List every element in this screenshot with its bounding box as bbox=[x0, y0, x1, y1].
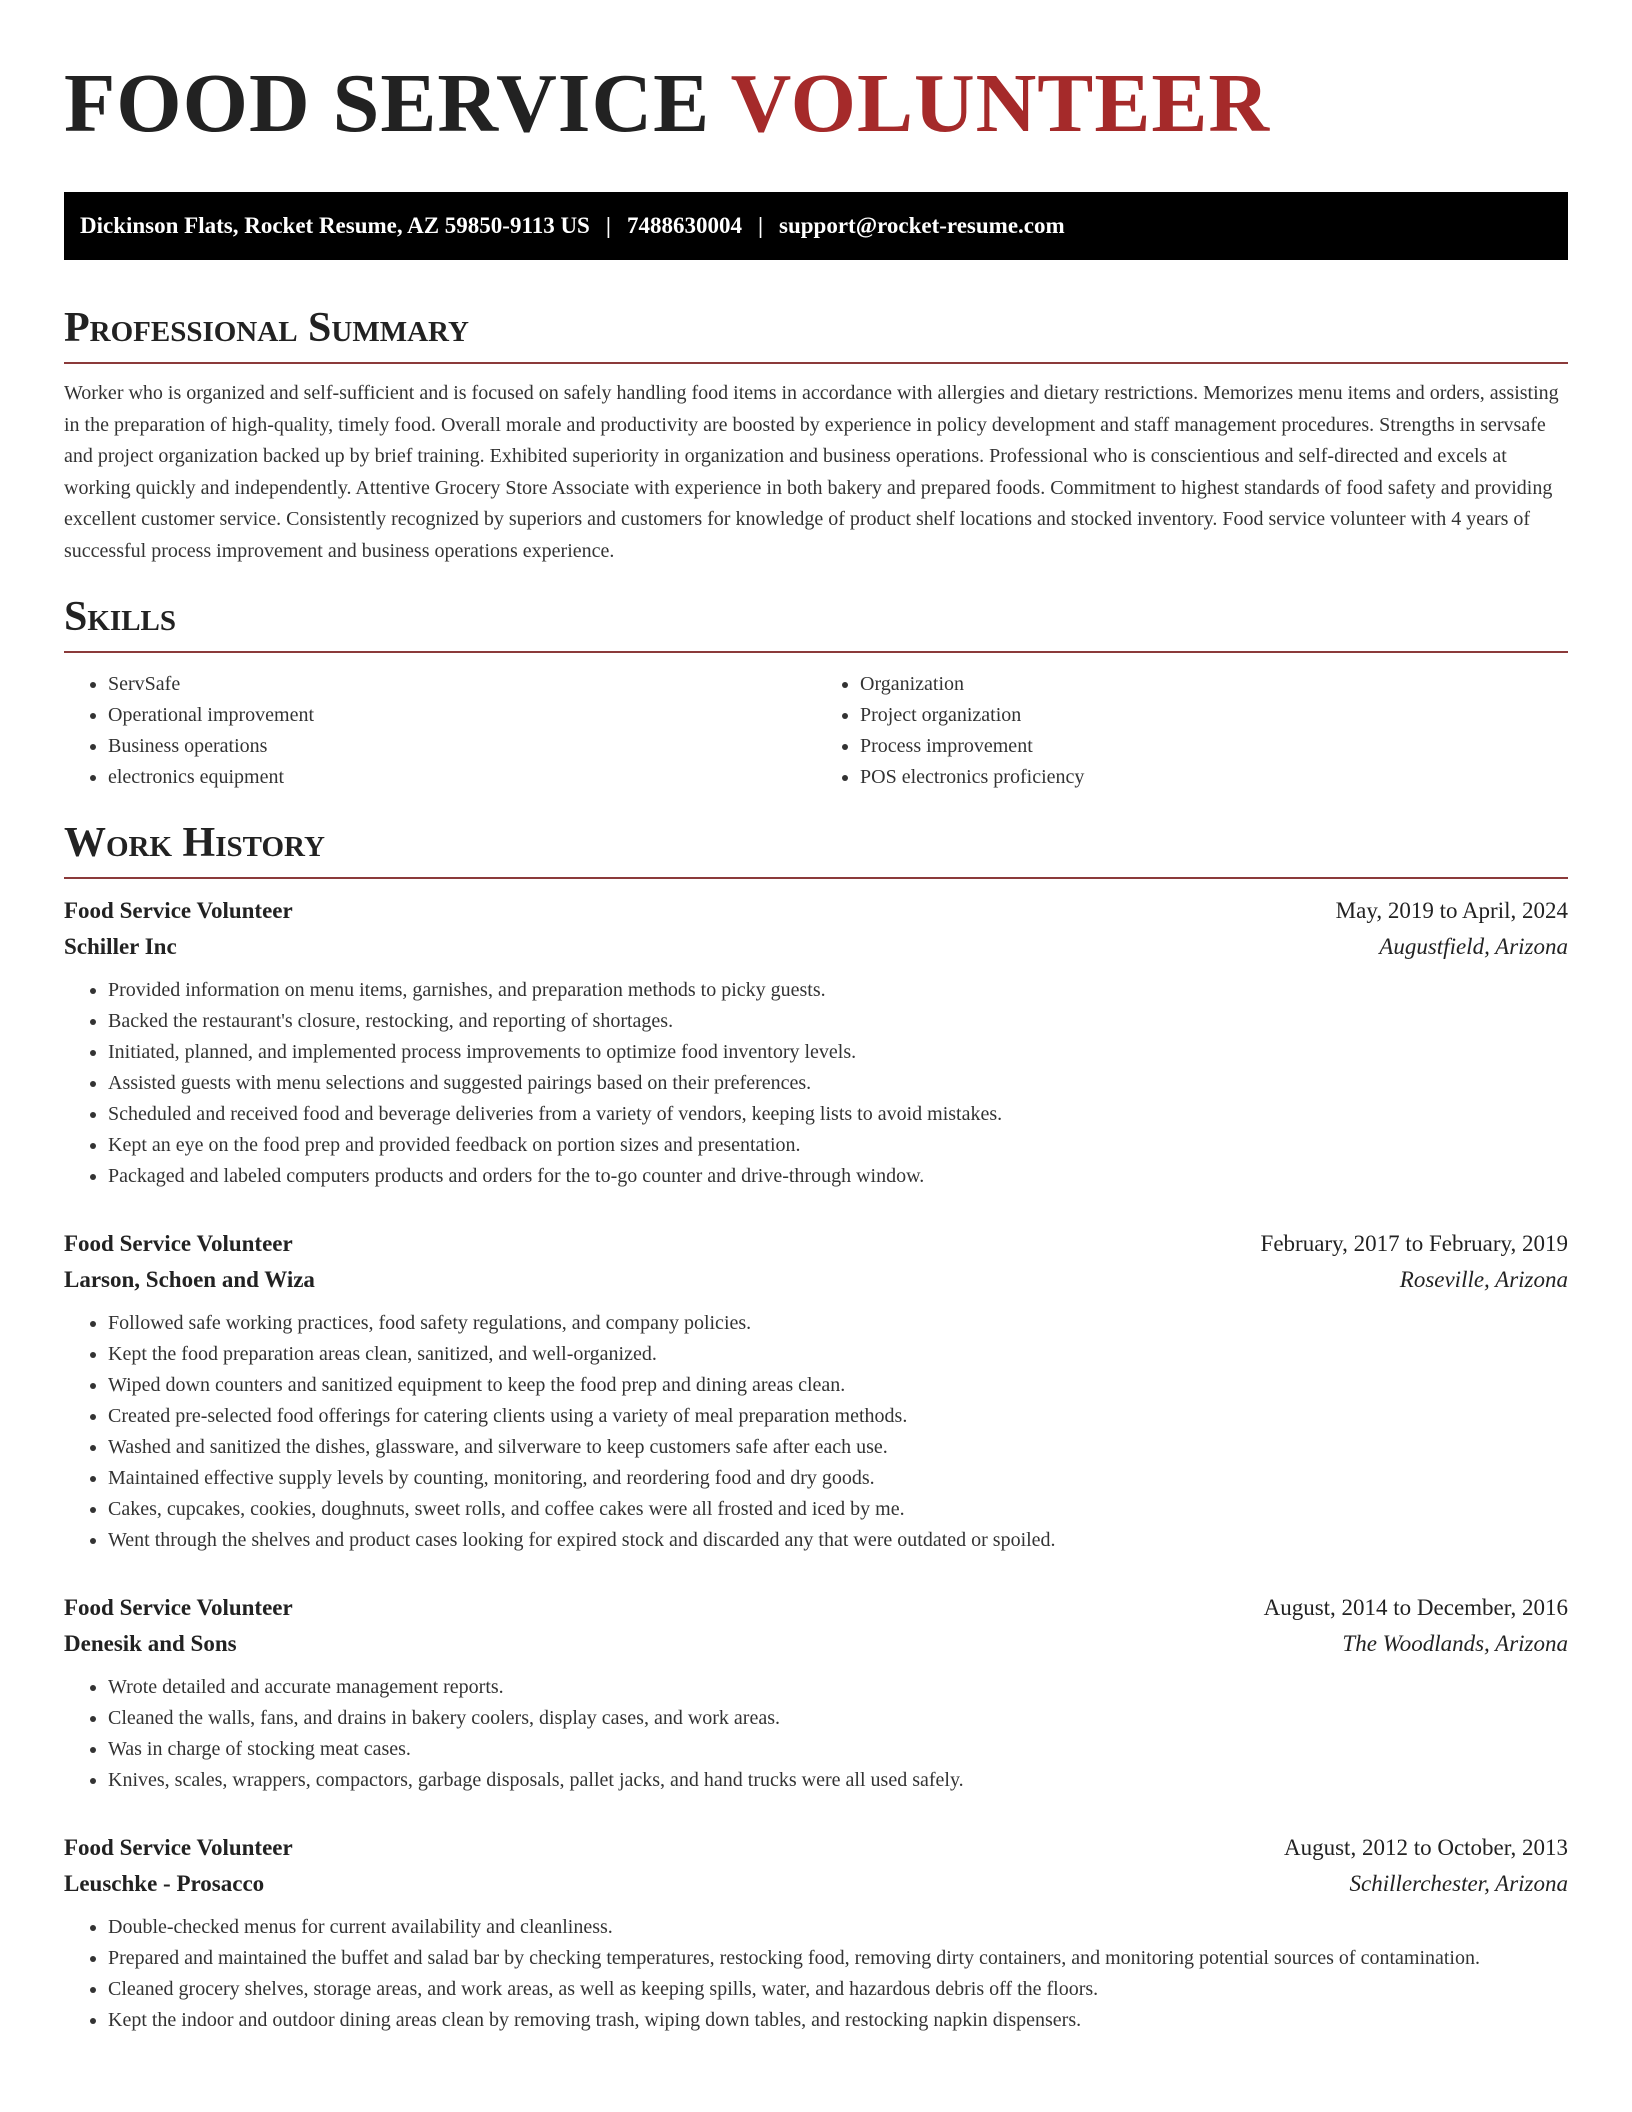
skill-item: • Operational improvement bbox=[108, 700, 816, 731]
job-bullet: • Packaged and labeled computers products and orders for the to-go counter and drive-through window. bbox=[108, 1161, 1568, 1192]
job-bullet: • Was in charge of stocking meat cases. bbox=[108, 1734, 1568, 1765]
job-dates: August, 2012 to October, 2013 bbox=[1284, 1835, 1568, 1860]
job-bullet: • Prepared and maintained the buffet and salad bar by checking temperatures, restocking food, removing dirty containers, and monitoring potential sources of contamination. bbox=[108, 1943, 1568, 1974]
job-bullet: • Scheduled and received food and beverage deliveries from a variety of vendors, keeping lists to avoid mistakes. bbox=[108, 1099, 1568, 1130]
job-bullet: • Washed and sanitized the dishes, glassware, and silverware to keep customers safe after each use. bbox=[108, 1432, 1568, 1463]
contact-bar bbox=[64, 192, 1568, 260]
job-entry bbox=[64, 1226, 1568, 1556]
skills-grid bbox=[64, 669, 1568, 793]
title-main: FOOD SERVICE bbox=[64, 57, 711, 150]
job-bullet: • Knives, scales, wrappers, compactors, garbage disposals, pallet jacks, and hand trucks were all used safely. bbox=[108, 1765, 1568, 1796]
skill-item: • Business operations bbox=[108, 731, 816, 762]
job-bullet: • Wrote detailed and accurate management reports. bbox=[108, 1672, 1568, 1703]
job-bullet: • Created pre-selected food offerings for catering clients using a variety of meal preparation methods. bbox=[108, 1401, 1568, 1432]
contact-separator: | bbox=[757, 213, 764, 238]
job-bullet: • Kept an eye on the food prep and provided feedback on portion sizes and presentation. bbox=[108, 1130, 1568, 1161]
skill-item: • Process improvement bbox=[860, 731, 1568, 762]
work-section bbox=[64, 819, 1568, 2036]
title-accent: VOLUNTEER bbox=[730, 57, 1271, 150]
job-title: Food Service Volunteer bbox=[64, 1835, 293, 1860]
job-bullet: • Assisted guests with menu selections and suggested pairings based on their preferences. bbox=[108, 1068, 1568, 1099]
job-company: Leuschke - Prosacco bbox=[64, 1871, 265, 1896]
skill-item: • POS electronics proficiency bbox=[860, 762, 1568, 793]
job-bullets bbox=[64, 1672, 1568, 1796]
job-location: The Woodlands, Arizona bbox=[1342, 1631, 1568, 1656]
job-entry bbox=[64, 1590, 1568, 1796]
job-title: Food Service Volunteer bbox=[64, 1595, 293, 1620]
skills-list-left bbox=[64, 669, 816, 793]
skills-list-right bbox=[816, 669, 1568, 793]
job-location: Roseville, Arizona bbox=[1399, 1267, 1568, 1292]
contact-email: support@rocket-resume.com bbox=[779, 213, 1065, 238]
job-entry bbox=[64, 1830, 1568, 2036]
resume-title bbox=[64, 0, 1568, 150]
job-bullet: • Backed the restaurant's closure, restocking, and reporting of shortages. bbox=[108, 1006, 1568, 1037]
job-title: Food Service Volunteer bbox=[64, 1231, 293, 1256]
job-bullets bbox=[64, 1912, 1568, 2036]
job-bullet: • Cleaned the walls, fans, and drains in bakery coolers, display cases, and work areas. bbox=[108, 1703, 1568, 1734]
job-dates: August, 2014 to December, 2016 bbox=[1263, 1595, 1568, 1620]
job-bullet: • Kept the food preparation areas clean, sanitized, and well-organized. bbox=[108, 1339, 1568, 1370]
job-bullet: • Kept the indoor and outdoor dining areas clean by removing trash, wiping down tables, and restocking napkin dispensers. bbox=[108, 2005, 1568, 2036]
skills-heading: Skills bbox=[64, 593, 1568, 653]
job-dates: May, 2019 to April, 2024 bbox=[1335, 898, 1568, 923]
job-location: Schillerchester, Arizona bbox=[1349, 1871, 1568, 1896]
contact-separator: | bbox=[605, 213, 611, 238]
skills-section bbox=[64, 593, 1568, 793]
job-bullet: • Double-checked menus for current availability and cleanliness. bbox=[108, 1912, 1568, 1943]
skill-item: • ServSafe bbox=[108, 669, 816, 700]
contact-phone: 7488630004 bbox=[626, 213, 742, 238]
summary-text: Worker who is organized and self-sufficient and is focused on safely handling food items in accordance with allergies and dietary restrictions. Memorizes menu items and orders, assisting in the preparation of high-quality, timely food. Overall morale and productivity are boosted by experience in policy development and staff management procedures. Strengths in servsafe and project organization backed up by brief training. Exhibited superiority in organization and business operations. Professional who is conscientious and self-directed and excels at working quickly and independently. Attentive Grocery Store Associate with experience in both bakery and prepared foods. Commitment to highest standards of food safety and providing excellent customer service. Consistently recognized by superiors and customers for knowledge of product shelf locations and stocked inventory. Food service volunteer with 4 years of successful process improvement and business operations experience. bbox=[64, 382, 1559, 562]
job-bullet: • Went through the shelves and product cases looking for expired stock and discarded any that were outdated or spoiled. bbox=[108, 1525, 1568, 1556]
job-bullet: • Maintained effective supply levels by counting, monitoring, and reordering food and dry goods. bbox=[108, 1463, 1568, 1494]
job-entry bbox=[64, 893, 1568, 1192]
skill-item: • Project organization bbox=[860, 700, 1568, 731]
job-bullet: • Followed safe working practices, food safety regulations, and company policies. bbox=[108, 1308, 1568, 1339]
job-bullets bbox=[64, 975, 1568, 1192]
work-heading: Work History bbox=[64, 819, 1568, 879]
job-company: Denesik and Sons bbox=[64, 1631, 237, 1656]
job-dates: February, 2017 to February, 2019 bbox=[1260, 1231, 1568, 1256]
job-bullet: • Initiated, planned, and implemented process improvements to optimize food inventory levels. bbox=[108, 1037, 1568, 1068]
job-company: Schiller Inc bbox=[64, 934, 177, 959]
job-bullets bbox=[64, 1308, 1568, 1556]
job-bullet: • Wiped down counters and sanitized equipment to keep the food prep and dining areas clean. bbox=[108, 1370, 1568, 1401]
summary-section bbox=[64, 304, 1568, 567]
job-title: Food Service Volunteer bbox=[64, 898, 293, 923]
skill-item: • electronics equipment bbox=[108, 762, 816, 793]
job-location: Augustfield, Arizona bbox=[1379, 934, 1568, 959]
contact-address: Dickinson Flats, Rocket Resume, AZ 59850-9113 US bbox=[80, 213, 590, 238]
job-bullet: • Cakes, cupcakes, cookies, doughnuts, sweet rolls, and coffee cakes were all frosted and iced by me. bbox=[108, 1494, 1568, 1525]
job-bullet: • Provided information on menu items, garnishes, and preparation methods to picky guests. bbox=[108, 975, 1568, 1006]
summary-heading: Professional Summary bbox=[64, 304, 1568, 364]
skill-item: • Organization bbox=[860, 669, 1568, 700]
job-company: Larson, Schoen and Wiza bbox=[64, 1267, 315, 1292]
job-bullet: • Cleaned grocery shelves, storage areas, and work areas, as well as keeping spills, water, and hazardous debris off the floors. bbox=[108, 1974, 1568, 2005]
